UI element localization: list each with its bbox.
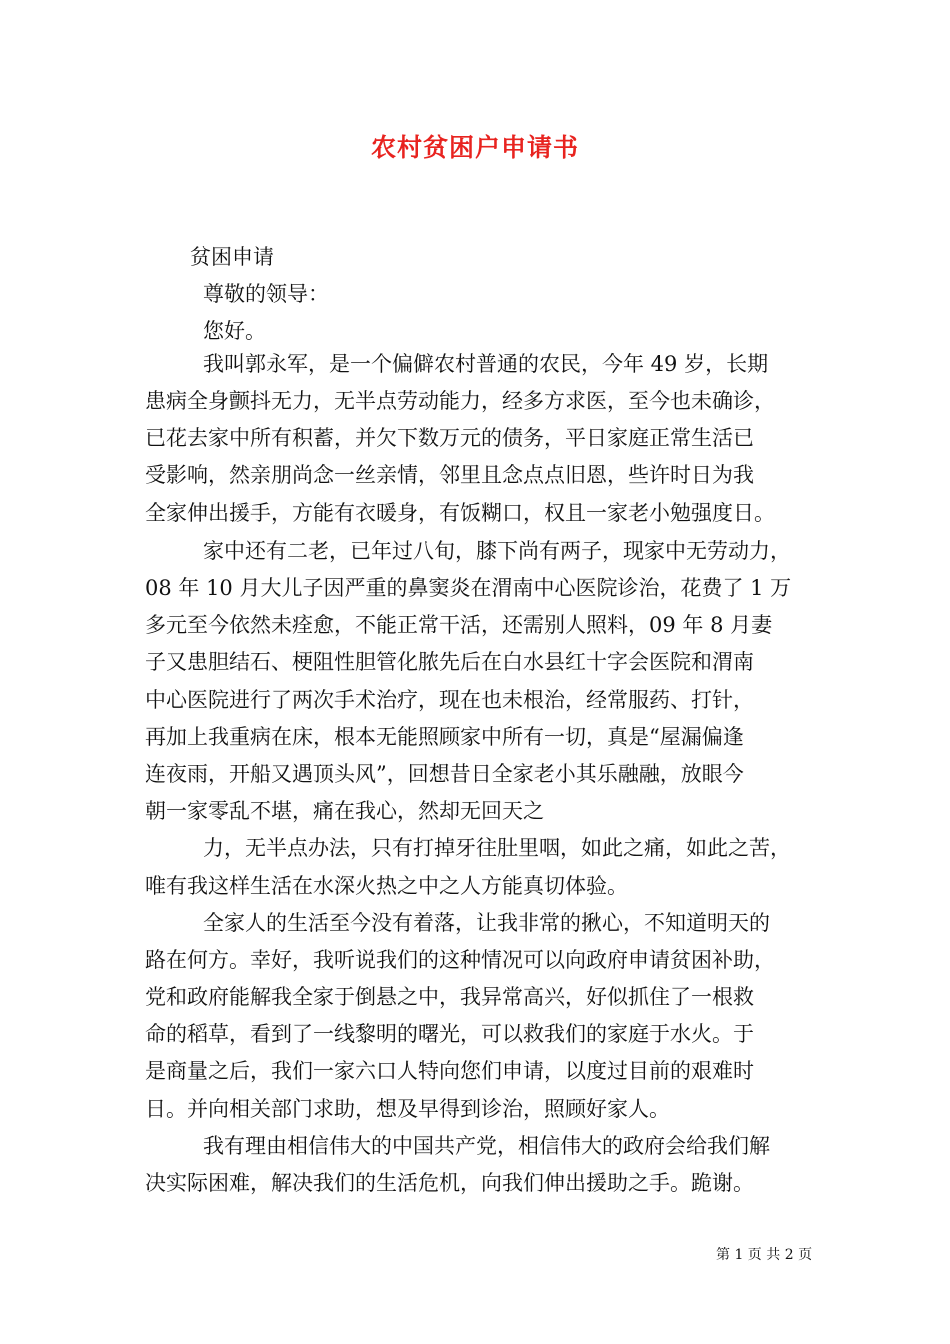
heading: 贫困申请 (190, 245, 274, 269)
body-line: 全家伸出援手，方能有衣暖身，有饭糊口，权且一家老小勉强度日。 (145, 501, 775, 525)
body-line: 08 年 10 月大儿子因严重的鼻窦炎在渭南中心医院诊治，花费了 1 万 (145, 576, 792, 600)
salutation: 尊敬的领导： (203, 282, 329, 306)
body-line: 多元至今依然未痊愈，不能正常干活，还需别人照料，09 年 8 月妻 (145, 613, 773, 637)
body-line: 力，无半点办法，只有打掉牙往肚里咽，如此之痛，如此之苦， (203, 836, 791, 860)
body-line: 受影响，然亲朋尚念一丝亲情，邻里且念点点旧恩，些许时日为我 (145, 463, 754, 487)
body-line: 决实际困难，解决我们的生活危机，向我们伸出援助之手。跪谢。 (145, 1171, 754, 1195)
body-line: 命的稻草，看到了一线黎明的曙光，可以救我们的家庭于水火。于 (145, 1022, 754, 1046)
body-line: 党和政府能解我全家于倒悬之中，我异常高兴，好似抓住了一根救 (145, 985, 754, 1009)
page-number: 第 1 页 共 2 页 (716, 1247, 813, 1263)
body-line: 家中还有二老，已年过八旬，膝下尚有两子，现家中无劳动力， (203, 539, 791, 563)
body-line: 已花去家中所有积蓄，并欠下数万元的债务，平日家庭正常生活已 (145, 426, 754, 450)
body-line: 连夜雨，开船又遇顶头风”，回想昔日全家老小其乐融融，放眼今 (145, 762, 744, 786)
body-line: 全家人的生活至今没有着落，让我非常的揪心，不知道明天的 (203, 911, 770, 935)
body-line: 日。并向相关部门求助，想及早得到诊治，照顾好家人。 (145, 1097, 670, 1121)
body-line: 我有理由相信伟大的中国共产党，相信伟大的政府会给我们解 (203, 1134, 770, 1158)
body-line: 子又患胆结石、梗阻性胆管化脓先后在白水县红十字会医院和渭南 (145, 650, 754, 674)
body-line: 路在何方。幸好，我听说我们的这种情况可以向政府申请贫困补助， (145, 948, 775, 972)
body-line: 我叫郭永军，是一个偏僻农村普通的农民，今年 49 岁，长期 (203, 352, 769, 376)
body-line: 中心医院进行了两次手术治疗，现在也未根治，经常服药、打针， (145, 688, 754, 712)
body-line: 朝一家零乱不堪，痛在我心，然却无回天之 (145, 799, 544, 823)
body-line: 是商量之后，我们一家六口人特向您们申请，以度过目前的艰难时 (145, 1059, 754, 1083)
body-line: 唯有我这样生活在水深火热之中之人方能真切体验。 (145, 874, 628, 898)
greeting: 您好。 (203, 319, 266, 343)
document-title: 农村贫困户申请书 (370, 133, 579, 162)
body-line: 患病全身颤抖无力，无半点劳动能力，经多方求医，至今也未确诊， (145, 389, 775, 413)
body-line: 再加上我重病在床，根本无能照顾家中所有一切，真是“屋漏偏逢 (145, 725, 744, 749)
